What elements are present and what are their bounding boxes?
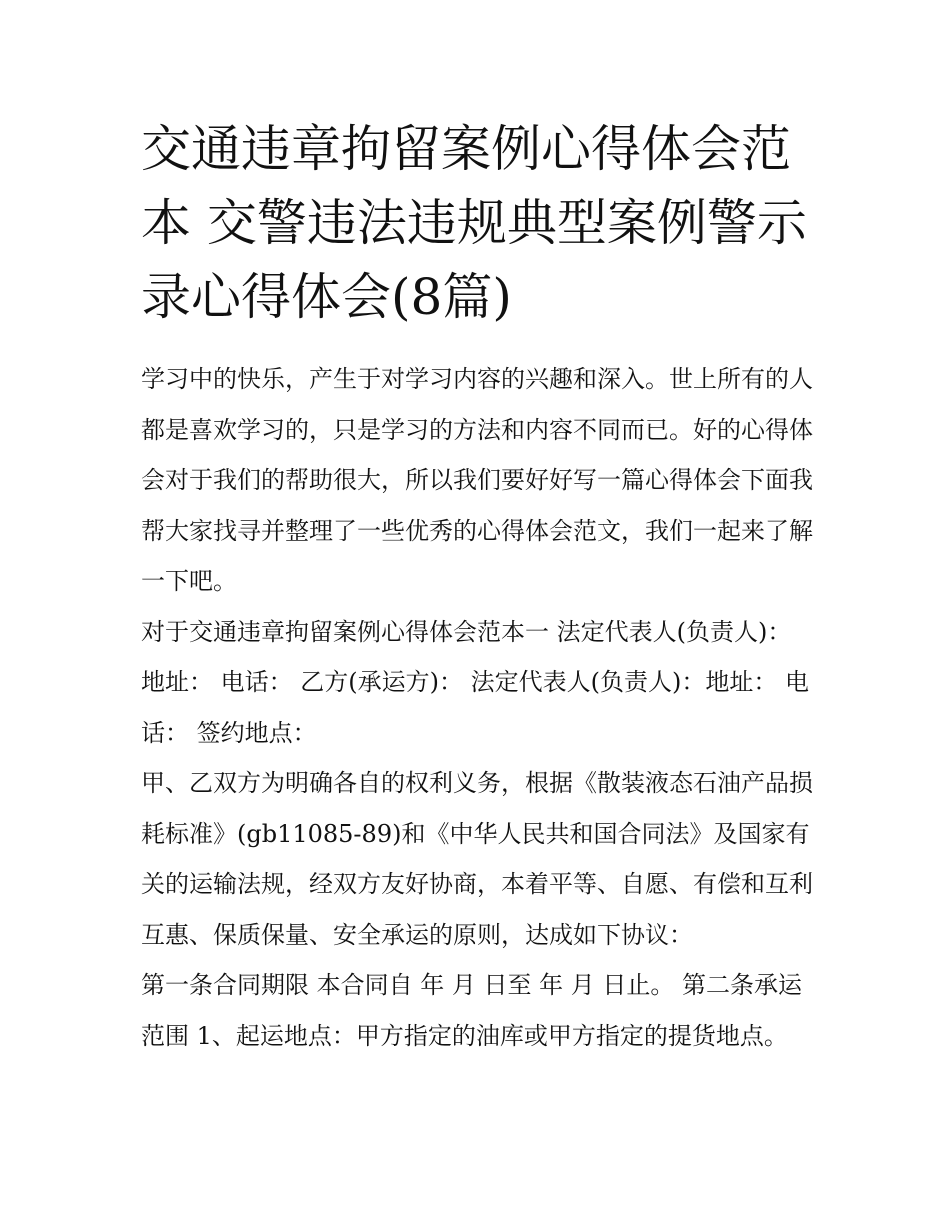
document-body	[141, 112, 821, 1061]
paragraph-parties: 对于交通违章拘留案例心得体会范本一 法定代表人(负责人)： 地址： 电话： 乙方(承运方)： 法定代表人(负责人)：地址： 电话： 签约地点：	[141, 617, 809, 747]
paragraph-term: 第一条合同期限 本合同自 年 月 日至 年 月 日止。 第二条承运范围 1、起运地点：甲方指定的油库或甲方指定的提货地点。	[141, 971, 803, 1050]
document-title: 交通违章拘留案例心得体会范本 交警违法违规典型案例警示录心得体会(8篇)	[141, 120, 807, 326]
paragraph-intro: 学习中的快乐，产生于对学习内容的兴趣和深入。世上所有的人都是喜欢学习的，只是学习的方法和内容不同而已。好的心得体会对于我们的帮助很大，所以我们要好好写一篇心得体会下面我帮大家找寻并整理了一些优秀的心得体会范文，我们一起来了解一下吧。	[141, 365, 813, 595]
paragraph-agreement: 甲、乙双方为明确各自的权利义务，根据《散装液态石油产品损耗标准》(gb11085-89)和《中华人民共和国合同法》及国家有关的运输法规，经双方友好协商，本着平等、自愿、有偿和互利互惠、保质保量、安全承运的原则，达成如下协议：	[141, 769, 813, 949]
